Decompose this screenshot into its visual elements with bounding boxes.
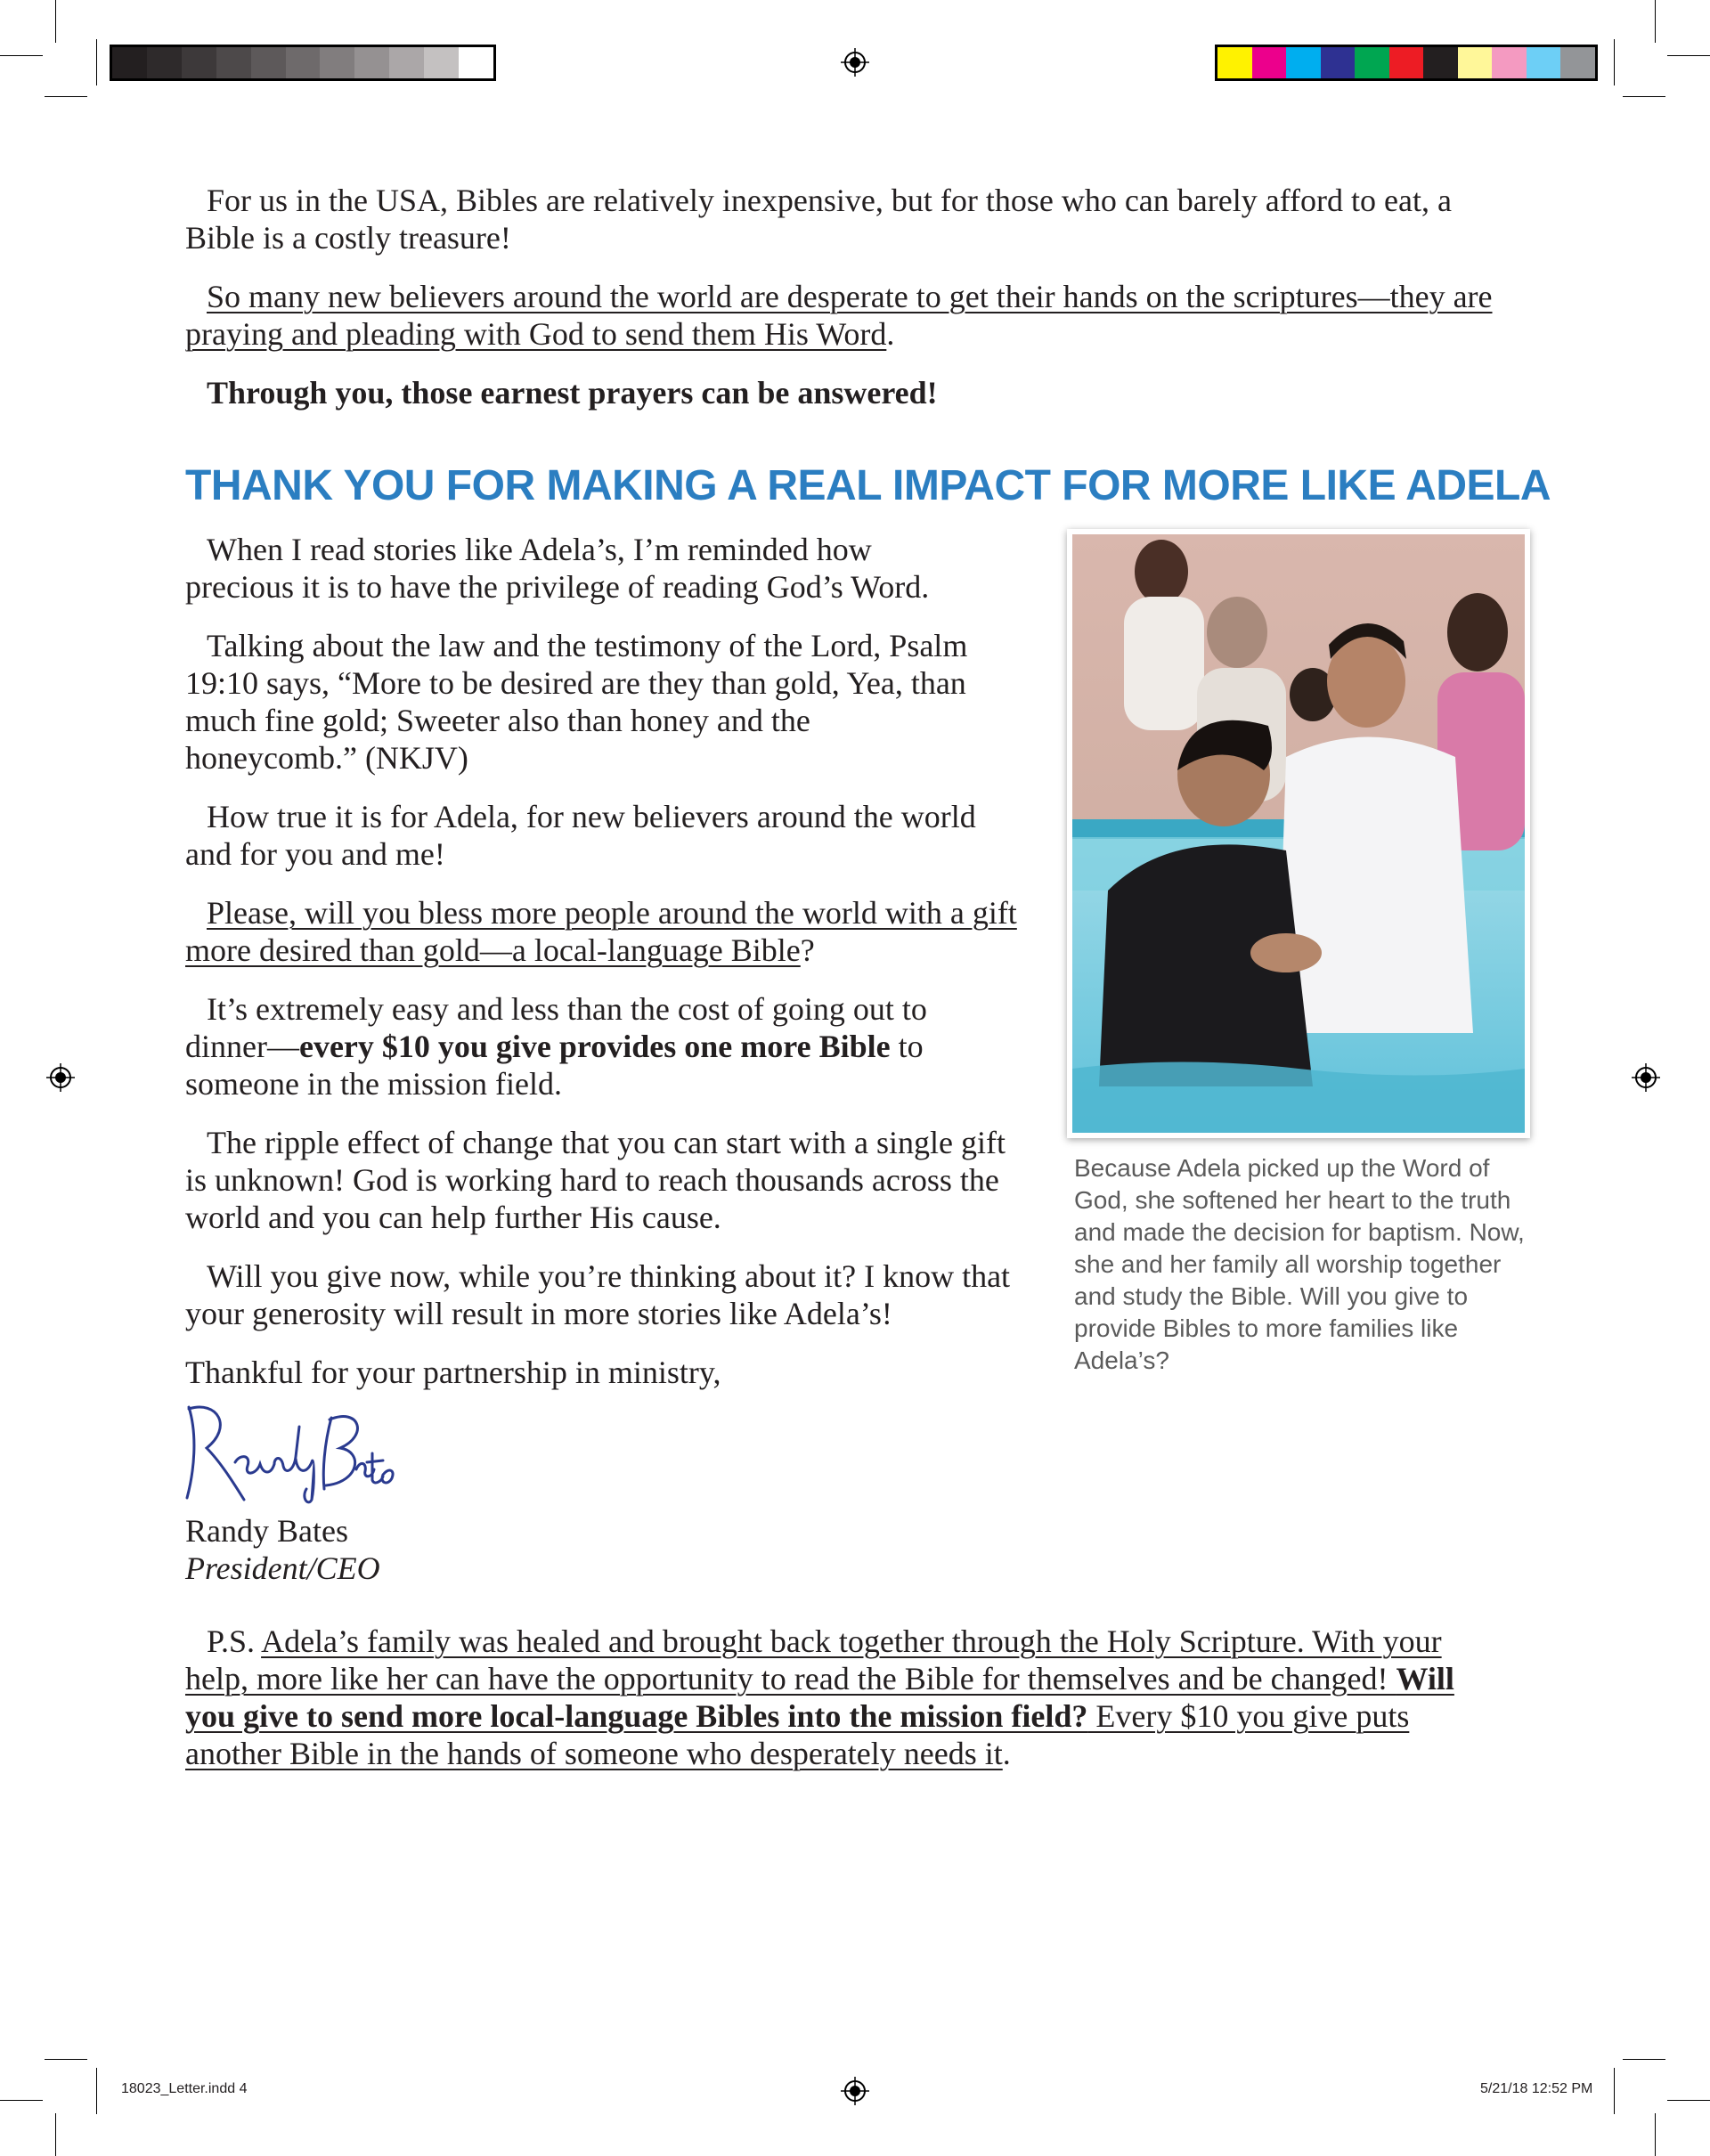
- baptism-photo: [1067, 529, 1530, 1138]
- signature: [182, 1400, 395, 1507]
- color-swatch: [286, 47, 321, 78]
- color-swatch: [1286, 47, 1321, 78]
- color-swatch: [1321, 47, 1356, 78]
- body-paragraph-6: The ripple effect of change that you can start with a single gift is unknown! God is working hard to reach thousands across the world and you can help further His cause.: [185, 1125, 1006, 1235]
- closing-line: Thankful for your partnership in ministry,: [185, 1355, 721, 1390]
- registration-mark-icon: [1632, 1063, 1660, 1092]
- crop-mark: [1614, 39, 1615, 85]
- color-swatch: [251, 47, 286, 78]
- crop-mark: [1667, 2100, 1710, 2101]
- signer-title: President/CEO: [185, 1550, 380, 1586]
- donation-highlight: every $10 you give provides one more Bible: [298, 1029, 891, 1064]
- color-swatch: [1423, 47, 1458, 78]
- color-swatch: [216, 47, 251, 78]
- crop-mark: [1623, 2059, 1665, 2060]
- body-paragraph-2: Talking about the law and the testimony of the Lord, Psalm 19:10 says, “More to be desired are they than gold, Yea, than much fine gold; Sweeter also than honey and the honeycomb.” (NKJV): [185, 628, 968, 776]
- color-swatch: [320, 47, 354, 78]
- baptism-photo-illustration: [1072, 534, 1525, 1133]
- crop-mark: [96, 2068, 97, 2114]
- color-swatch: [459, 47, 493, 78]
- color-swatch: [354, 47, 389, 78]
- postscript: P.S. Adela’s family was healed and brought back together through the Holy Scripture. With your help, more like her can have the opportunity to read the Bible for themselves and be changed! Will you give to send more local-language Bibles into the mission field? Every $10 you give puts another Bible in the hands of someone who desperately needs it.: [185, 1623, 1454, 1771]
- color-swatch: [424, 47, 459, 78]
- crop-mark: [0, 2100, 43, 2101]
- intro-paragraph-1: For us in the USA, Bibles are relatively inexpensive, but for those who can barely afford to eat, a Bible is a costly treasure!: [185, 183, 1452, 256]
- color-swatch: [112, 47, 147, 78]
- color-swatch: [147, 47, 182, 78]
- body-paragraph-5: It’s extremely easy and less than the cost of going out to dinner—every $10 you give provides one more Bible to someone in the mission field.: [185, 991, 927, 1102]
- underlined-appeal: Please, will you bless more people around the world with a gift more desired than gold—a local-language Bible: [185, 895, 1017, 968]
- photo-caption: Because Adela picked up the Word of God, she softened her heart to the truth and made the decision for baptism. Now, she and her family all worship together and study the Bible. Will you give to provide Bibles to more families like Adela’s?: [1074, 1154, 1525, 1374]
- body-paragraph-3: How true it is for Adela, for new believers around the world and for you and me!: [185, 799, 976, 872]
- crop-mark: [1623, 96, 1665, 97]
- color-swatch: [1560, 47, 1595, 78]
- crop-mark: [55, 2113, 56, 2156]
- crop-mark: [1655, 2113, 1656, 2156]
- color-swatch: [1492, 47, 1527, 78]
- underlined-appeal: So many new believers around the world are desperate to get their hands on the scriptures—they are praying and pleading with God to send them His Word: [185, 279, 1493, 352]
- crop-mark: [45, 96, 87, 97]
- crop-mark: [1667, 55, 1710, 56]
- crop-mark: [1655, 0, 1656, 43]
- color-swatch: [1527, 47, 1561, 78]
- color-swatch: [1389, 47, 1424, 78]
- registration-mark-icon: [841, 48, 869, 77]
- process-color-bar: [1215, 45, 1598, 81]
- intro-paragraph-3: Through you, those earnest prayers can be answered!: [207, 375, 938, 411]
- crop-mark: [45, 2059, 87, 2060]
- body-paragraph-7: Will you give now, while you’re thinking about it? I know that your generosity will result in more stories like Adela’s!: [185, 1258, 1011, 1331]
- body-paragraph-4: Please, will you bless more people around the world with a gift more desired than gold—a local-language Bible?: [185, 895, 1017, 968]
- color-swatch: [182, 47, 216, 78]
- section-headline: THANK YOU FOR MAKING A REAL IMPACT FOR MORE LIKE ADELA: [185, 462, 1551, 509]
- intro-paragraph-2: So many new believers around the world are desperate to get their hands on the scriptures—they are praying and pleading with God to send them His Word.: [185, 279, 1493, 352]
- color-swatch: [1458, 47, 1493, 78]
- grayscale-color-bar: [110, 45, 496, 81]
- registration-mark-icon: [841, 2077, 869, 2105]
- signer-name: Randy Bates: [185, 1513, 348, 1549]
- crop-mark: [55, 0, 56, 43]
- body-paragraph-1: When I read stories like Adela’s, I’m reminded how precious it is to have the privilege of reading God’s Word.: [185, 532, 930, 605]
- color-swatch: [1217, 47, 1252, 78]
- registration-mark-icon: [46, 1063, 75, 1092]
- slug-file-name: 18023_Letter.indd 4: [121, 2081, 248, 2096]
- color-swatch: [389, 47, 424, 78]
- slug-timestamp: 5/21/18 12:52 PM: [1480, 2081, 1593, 2096]
- color-swatch: [1252, 47, 1287, 78]
- crop-mark: [1614, 2068, 1615, 2114]
- crop-mark: [96, 39, 97, 85]
- crop-mark: [0, 55, 43, 56]
- color-swatch: [1355, 47, 1389, 78]
- postscript-underlined: Adela’s family was healed and brought back together through the Holy Scripture. With your help, more like her can have the opportunity to read the Bible for themselves and be changed! Will you give to send more local-language Bibles into the mission field? Every $10 you give puts another Bible in the hands of someone who desperately needs it: [185, 1623, 1454, 1771]
